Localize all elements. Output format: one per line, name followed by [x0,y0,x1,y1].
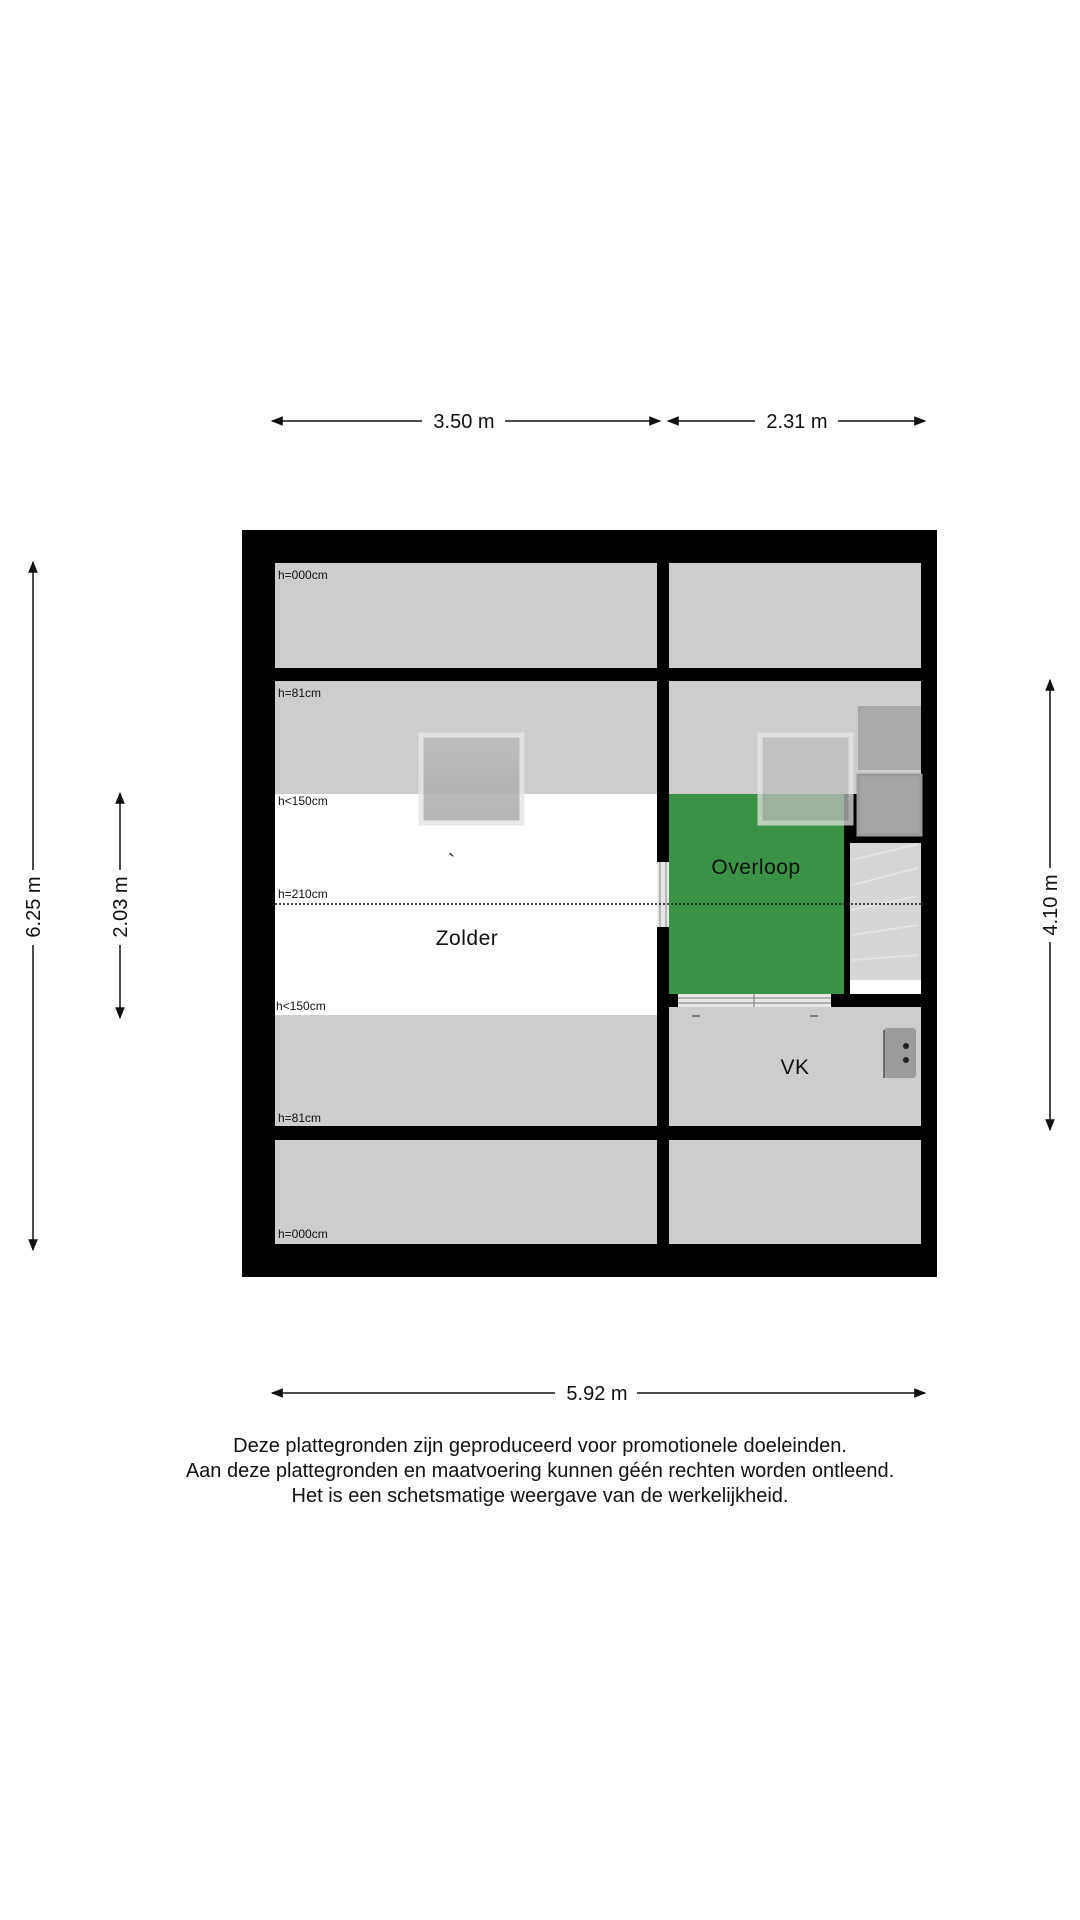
dimension-bottom-total [272,1383,925,1405]
skylight-right [760,735,851,823]
height-label-150-bottom: h<150cm [276,999,326,1013]
height-label-150-top: h<150cm [278,794,328,808]
dimension-label-top-left: 3.50 m [433,411,495,433]
height-label-210: h=210cm [278,887,328,901]
dimension-top-left [272,411,660,433]
dimension-label-left-inner: 2.03 m [110,876,132,938]
height-label-81-bottom: h=81cm [278,1111,322,1125]
eave-zone-bottom-right [669,1140,921,1244]
disclaimer-line-2: Aan deze plattegronden en maatvoering kunnen géén rechten worden ontleend. [185,1460,895,1482]
dimension-label-left-total: 6.25 m [23,876,45,938]
dimension-left-inner [110,793,132,1018]
disclaimer [0,1434,1080,1509]
height-label-top-eave: h=000cm [278,568,328,582]
height-label-81-top: h=81cm [278,686,322,700]
eave-zone-top-left [275,563,657,668]
boiler-unit [884,1028,916,1078]
disclaimer-line-3: Het is een schetsmatige weergave van de werkelijkheid. [291,1485,789,1507]
skylight-left [421,735,522,823]
disclaimer-line-1: Deze plattegronden zijn geproduceerd voor promotionele doeleinden. [233,1435,847,1457]
room-label-overloop: Overloop [711,856,801,879]
stray-mark: ` [448,851,456,874]
wall-opening [657,862,669,927]
eave-zone-top-right [669,563,921,668]
dimension-left-total [23,562,45,1250]
room-label-vk: VK [780,1056,810,1079]
low-zone-bottom-left [275,1015,657,1126]
dimension-top-right [668,411,925,433]
dimension-right [1040,680,1062,1130]
eave-zone-bottom-left [275,1140,657,1244]
height-label-bottom-eave: h=000cm [278,1227,328,1241]
room-label-zolder: Zolder [435,927,499,950]
dimension-label-right: 4.10 m [1040,874,1062,936]
dimension-label-top-right: 2.31 m [766,411,828,433]
dimension-label-bottom: 5.92 m [566,1383,628,1405]
